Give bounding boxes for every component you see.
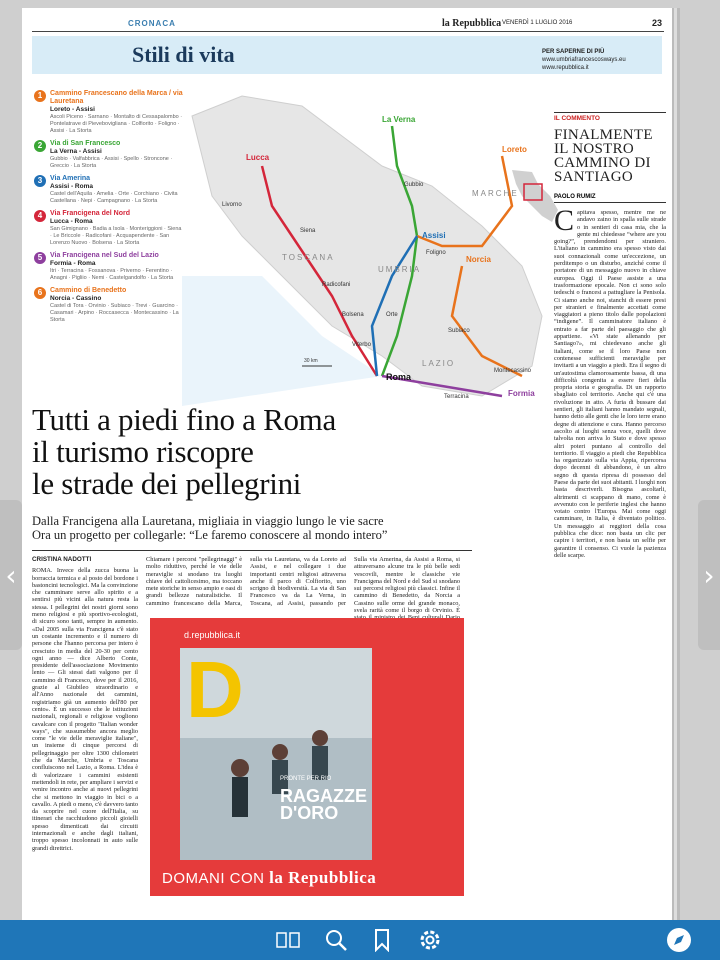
map-label-assisi: Assisi	[422, 231, 446, 240]
map-label-radicofani: Radicofani	[322, 282, 351, 288]
route-stops: San Gimignano · Badia a Isola · Monteriggioni · Siena · Le Briccole · Radicofani · Acquapendente · San Lorenzo Nuovo · Bolsena · La Storta	[50, 226, 182, 246]
issue-date: VENERDÌ 1 LUGLIO 2016	[502, 20, 573, 26]
article-body	[32, 556, 547, 896]
magazine-cover	[180, 648, 372, 860]
compass-icon	[666, 927, 692, 953]
comment-body	[554, 204, 666, 559]
subheadline	[32, 514, 452, 542]
route-stops: Castel di Tora · Orvinio · Subiaco · Trevi · Guarcino · Casamari · Arpino · Roccasecca · Montecassino · La Storta	[50, 303, 179, 323]
route-name: Via Francigena nel Sud del Lazio	[50, 252, 159, 259]
map-region-marche: MARCHE	[472, 189, 519, 198]
route-stops: Gubbio · Valfabbrica · Assisi · Spello · Stroncone · Greccio · La Storta	[50, 156, 173, 169]
article-col-2: Chiamare i percorsi "pellegrinaggi" è molto riduttivo, perché le vie delle meraviglie si snodano tra luoghi chiave del cattolicesimo, ma toccano mete storiche in senso ampio e oasi di grandi bellezze naturalistiche. Il cammino francescano della Marca, sulla via Lauretana, va da Loreto ad Assisi, e nel collegare i due importanti centri religiosi attraversa anche il parco di Colfiorito, uno scrigno di biodiversità. La via di San Francesco va da La Verna, in Toscana, ad Assisi, passando per	[146, 556, 346, 607]
comment-column	[554, 112, 666, 559]
route-endpoints: Loreto - Assisi	[50, 106, 95, 113]
map-label-gubbio: Gubbio	[404, 182, 424, 188]
page-header	[32, 18, 664, 32]
map-label-norcia: Norcia	[466, 255, 491, 264]
promo-text: DOMANI CON	[162, 870, 265, 887]
map-label-loreto: Loreto	[502, 145, 527, 154]
map-label-lucca: Lucca	[246, 153, 270, 162]
route-name: Via Francigena del Nord	[50, 210, 131, 217]
ad-url[interactable]: d.repubblica.it	[184, 630, 241, 640]
route-number-badge: 3	[34, 175, 46, 187]
page-mode-button[interactable]	[268, 926, 308, 954]
main-headline	[32, 404, 452, 500]
comment-label: IL COMMENTO	[554, 112, 666, 122]
map-label-subiaco: Subiaco	[448, 328, 470, 334]
compass-button[interactable]	[664, 926, 694, 954]
headline-line-2: il turismo riscopre	[32, 434, 254, 469]
article-col-3: Sulla via Amerina, da Assisi a Roma, si attraversano alcune tra le più belle sedi vescovili, mentre le classiche vie Francigena del Nord e del Sud si snodano sui percorsi religiosi più classici. Infine il cammino di Benedetto, da Norcia a Cassino sulle orme del grande monaco, svela rarità come il borgo di Orvinio. È	[354, 556, 460, 615]
route-number-badge: 5	[34, 252, 46, 264]
more-info-link-2[interactable]: www.repubblica.it	[542, 65, 589, 71]
divider	[32, 550, 472, 551]
scale-label: 30 km	[304, 358, 318, 364]
routes-map	[32, 76, 552, 406]
route-number-badge: 6	[34, 287, 46, 299]
promo-line	[162, 868, 376, 888]
headline-line-1: Tutti a piedi fino a Roma	[32, 402, 336, 437]
route-endpoints: Formia - Roma	[50, 260, 96, 267]
map-label-formia: Formia	[508, 389, 535, 398]
route-name: Via Amerina	[50, 175, 91, 182]
section-banner	[32, 36, 662, 74]
legend-item	[34, 90, 184, 135]
route-endpoints: La Verna - Assisi	[50, 148, 102, 155]
paper-name: la Repubblica	[442, 18, 502, 29]
article-col-1-text: ROMA. Invece della zucca buona la borraccia termica e al posto del bordone i bastoncini tecnologici. Ma la convinzione che camminare serve allo spirito e a sentirsi più vicini alla natura resta la stessa. I pellegrini dei nostri giorni sono meno religiosi e più sportivo-ecologisti, di sicuro sono tanti, sempre in aumento. «Dal 2005 sulla via Francigena c'è stato un costante incremento e il numero di persone che l'hanno percorsa per intero è cresciuto in media del 20-30 per cento ogni anno — dice Alberto Conte, presidente dell'associazione Movimento lento — Gli stessi dati valgono per il cammino di Francesco, dove per il 2016, grazie al Giubileo straordinario e all'Anno nazionale dei cammini, registriamo già un aumento dell'80 per cento». È un successo che le istituzioni nazionali, regionali e religiose vogliono cavalcare con il progetto "Italian wonder ways", che sussumebbe ancora meglio come "le vie delle meraviglie italiane", un insieme di cinque percorsi di pellegrinaggio per oltre 1300 chilometri che da Marche, Umbria e Toscana confluiscono nel Lazio, a Roma. L'idea è di valorizzare i cammini esistenti mettendoli in rete, per ampliare i servizi e venire incontro anche ai nuovi pellegrini che si mettono in viaggio in bici o a cavallo. A piedi o meno, c'è davvero tanto da scoprire nel cuore dell'Italia, su itinerari che racchiudono piccoli gioielli spesso dimenticati dai circuiti internazionali e anche dagli italiani, troppo spesso incolonnati in auto sulle grandi direttrici.	[32, 567, 138, 852]
legend-item	[34, 140, 184, 170]
legend-item	[34, 210, 184, 247]
section-name: CRONACA	[128, 19, 176, 28]
map-label-terracina: Terracina	[444, 394, 469, 400]
route-name: Via di San Francesco	[50, 140, 121, 147]
route-number-badge: 2	[34, 140, 46, 152]
bookmark-icon	[374, 928, 390, 952]
magazine-logo: D	[186, 648, 244, 734]
settings-button[interactable]	[412, 926, 448, 954]
route-stops: Castel dell'Aquila · Amelia · Orte · Corchiano · Civita Castellana · Nepi · Campagnano · La Storta	[50, 191, 178, 204]
cover-photo	[180, 648, 372, 860]
search-icon	[324, 928, 348, 952]
chevron-left-icon: ‹	[5, 558, 17, 592]
map-label-orte: Orte	[386, 312, 398, 318]
deck-line-2: Ora un progetto per collegarle: “Le faremo conoscere al mondo intero”	[32, 528, 388, 542]
legend-item	[34, 287, 184, 324]
map-label-laverna: La Verna	[382, 115, 416, 124]
map-label-roma: Roma	[386, 372, 412, 382]
map-region-lazio: LAZIO	[422, 359, 456, 368]
cover-small-text: PRONTE PER RIO	[280, 776, 332, 782]
route-number-badge: 4	[34, 210, 46, 222]
route-stops: Itri · Terracina · Fossanova · Priverno · Ferentino · Anagni · Pigliio · Nemi · Castelgandolfo · La Storta	[50, 268, 174, 281]
map-label-livorno: Livorno	[222, 202, 242, 208]
map-region-toscana: TOSCANA	[282, 253, 335, 262]
route-endpoints: Lucca - Roma	[50, 218, 93, 225]
search-button[interactable]	[318, 926, 354, 954]
route-endpoints: Assisi - Roma	[50, 183, 93, 190]
promo-paper: la Repubblica	[269, 868, 377, 887]
page-number: 23	[651, 18, 662, 28]
previous-page-button[interactable]	[0, 500, 22, 650]
comment-author: PAOLO RUMIZ	[554, 194, 666, 203]
comment-dropcap: C	[554, 204, 575, 237]
route-name: Cammino di Benedetto	[50, 287, 127, 294]
bottom-toolbar	[0, 920, 720, 960]
cover-tagline: RAGAZZE D'ORO	[280, 786, 367, 823]
legend-item	[34, 252, 184, 282]
comment-text: apitava spesso, mentre me ne andavo zaino in spalla sulle strade o in sentieri di casa mia, che la gente mi chiedesse “where are you going?”, prendendomi per straniero. L'italiano in cammino era spesso visto dai suoi connazionali come un'eccezione, un perditempo o un disturbo, anziché come il portatore di un messaggio nuovo in chiave europea. Oggi il Paese assiste a una trasformazione epocale. Non ci sono solo tedeschi o francesi a pattugliare la Penisola. Ci siamo anche noi, stanchi di essere presi per stranieri e finalmente accettati come viaggiatori a pieno titolo dalle popolazioni “indigene”. Il camminatore italiano è entrato a far parte del paesaggio che gli appartiene. «Vi state allenando per Santiago?», mi chiedevano anche gli italiani, come se il loro Paese non contenesse sufficienti meraviglie per invitarti a un viaggio a piedi. Era il segno di un'autostima clamorosamente bassa, di una difficoltà congenita a essere fieri della propria storia e geografia. Di un rapporto sbagliato col territorio. Anche qui c'è una rivoluzione in atto. A furia di bussare dai sentieri, gli italiani hanno mandato segnali, hanno detto alle genti che le loro terre erano degne di attenzione e cura. Hanno percorso ascolto ai luoghi senza voce, quelli dove talvolta non arriva lo Stato e dove spesso altri poteri puntano al controllo del territorio. Il viaggio a piedi che Repubblica ha organizzato sulla via Appia, ripercorsa dopo decenni di abbandono, è un altro segno di questa ripresa di possesso del Paese da parte dei suoi abitanti. I luoghi non basta descriverli. Bisogna ascoltarli, altrimenti ci scappano di mano, come è avvenuto con le periferie inglesi che hanno votato contro l'Europa. Mai come oggi camminare, in Italia, è diventato politico. Un messaggio ai reggitori della cosa pubblica che dice: non basta un clic per capire i territori, e non basta un selfie per garantire il consenso. Ci vuole la pazienza delle scarpe.	[554, 209, 666, 559]
legend-item	[34, 175, 184, 205]
deck-line-1: Dalla Francigena alla Lauretana, migliaia in viaggio lungo le vie sacre	[32, 514, 384, 528]
route-number-badge: 1	[34, 90, 46, 102]
chevron-right-icon: ›	[703, 558, 715, 592]
article-byline: CRISTINA NADOTTI	[32, 556, 92, 563]
settings-icon	[418, 928, 442, 952]
map-label-viterbo: Viterbo	[352, 342, 371, 348]
more-info-link-1[interactable]: www.umbriafrancescosways.eu	[542, 57, 626, 63]
map-graphic	[182, 76, 552, 406]
promo-advert[interactable]	[150, 618, 464, 896]
headline-line-3: le strade dei pellegrini	[32, 466, 302, 501]
map-label-cassino: Montecassino	[494, 368, 532, 374]
map-label-bolsena: Bolsena	[342, 312, 364, 318]
map-legend	[34, 90, 184, 329]
more-info-label: PER SAPERNE DI PIÙ	[542, 49, 605, 55]
map-region-umbria: UMBRIA	[378, 265, 422, 274]
map-label-foligno: Foligno	[426, 250, 446, 256]
more-info	[542, 48, 626, 72]
route-name: Cammino Francescano della Marca / via Lauretana	[50, 90, 183, 105]
map-label-siena: Siena	[300, 228, 316, 234]
next-page-button[interactable]	[698, 500, 720, 650]
banner-title: Stili di vita	[132, 42, 235, 67]
route-endpoints: Norcia - Cassino	[50, 295, 102, 302]
comment-headline: FINALMENTE IL NOSTRO CAMMINO DI SANTIAGO	[554, 127, 653, 185]
route-stops: Ascoli Piceno · Sarnano · Montalto di Cessapalombo · Pontelatrave di Pievebovigliana · Colfiorito · Foligno · Assisi · La Storta	[50, 114, 183, 134]
article-col-1	[32, 556, 138, 896]
newspaper-page	[22, 8, 672, 920]
single-page-icon	[275, 930, 301, 950]
bookmark-button[interactable]	[366, 926, 398, 954]
